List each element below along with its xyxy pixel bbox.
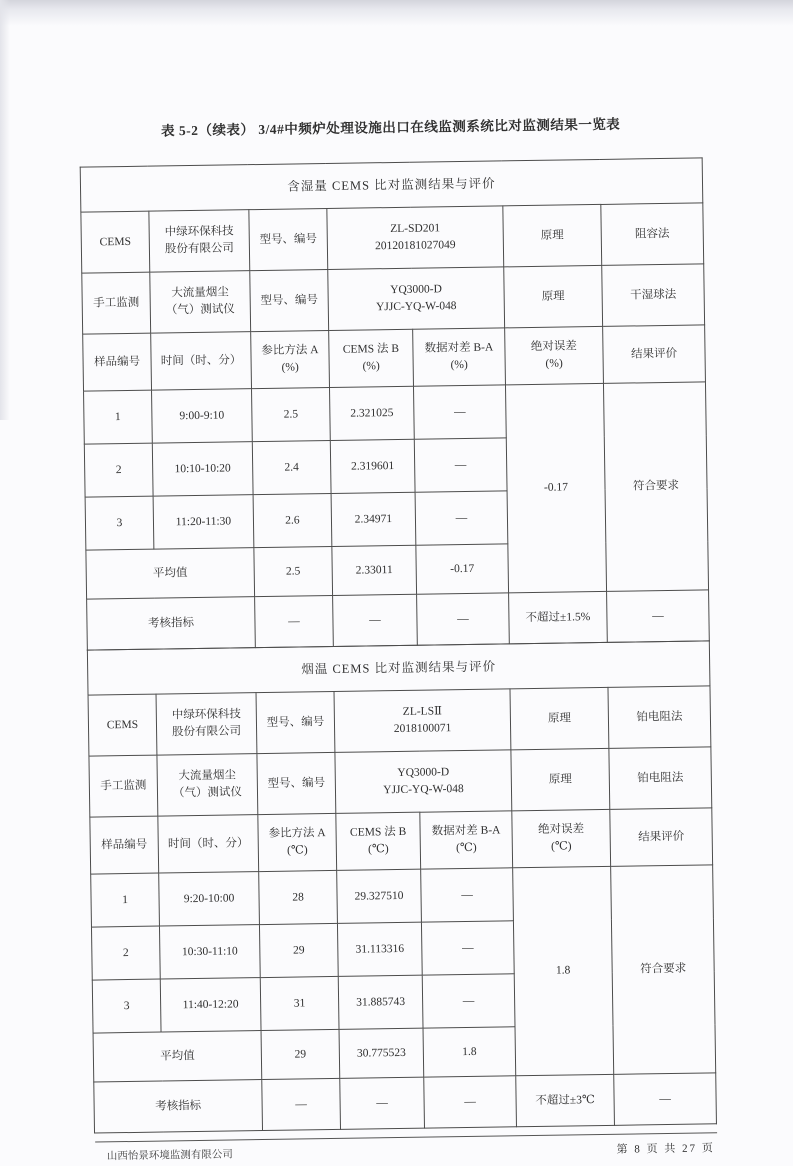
principle-label-cell: 原理 [504, 265, 603, 327]
cems-value-cell: 2.34971 [331, 492, 416, 546]
average-label-cell: 平均值 [86, 548, 255, 599]
ref-method-cell: 28 [259, 870, 338, 924]
org-cell: 大流量烟尘 （气）测试仪 [150, 271, 251, 333]
column-header: 绝对误差 (℃) [512, 809, 611, 867]
org-cell: 大流量烟尘 （气）测试仪 [157, 754, 258, 816]
column-header: 时间（时、分） [158, 815, 259, 873]
info-row-manual [89, 747, 712, 817]
model-value-cell: ZL-LSⅡ 2018100071 [334, 689, 511, 753]
dash-cell: — [333, 594, 418, 646]
model-value-cell: ZL-SD201 20120181027049 [327, 206, 504, 270]
average-diff-cell: -0.17 [416, 544, 509, 594]
table-row [91, 865, 714, 927]
org-cell: 中绿环保科技 股份有限公司 [149, 210, 250, 272]
cems-value-cell: 29.327510 [337, 869, 422, 923]
sample-id-cell: 3 [92, 979, 161, 1033]
average-diff-cell: 1.8 [423, 1027, 516, 1077]
temperature-cems-table [87, 640, 717, 1133]
principle-value-cell: 阻容法 [601, 203, 704, 266]
cems-value-cell: 2.321025 [329, 386, 414, 440]
time-cell: 10:30-11:10 [159, 925, 260, 979]
column-header: 数据对差 B-A (℃) [420, 811, 513, 869]
dash-cell: — [255, 595, 334, 647]
column-header: 时间（时、分） [151, 332, 252, 390]
column-header: 结果评价 [603, 325, 706, 384]
diff-cell: — [414, 438, 507, 492]
time-cell: 11:20-11:30 [153, 495, 254, 549]
ref-method-cell: 2.4 [252, 440, 331, 494]
info-row-cems [81, 203, 704, 273]
average-ref-cell: 29 [261, 1029, 340, 1079]
principle-value-cell: 铂电阻法 [608, 686, 711, 749]
role-cell: 手工监测 [89, 755, 158, 817]
column-header: 参比方法 A (℃) [258, 813, 337, 871]
column-header: 绝对误差 (%) [505, 326, 604, 384]
dash-cell: — [614, 1073, 717, 1126]
page-footer [95, 1132, 717, 1164]
sample-id-cell: 1 [91, 873, 160, 927]
ref-method-cell: 29 [259, 923, 338, 977]
dash-cell: — [417, 593, 510, 645]
cems-value-cell: 31.885743 [338, 975, 423, 1029]
model-label-cell: 型号、编号 [249, 208, 328, 270]
diff-cell: — [415, 491, 508, 545]
table-row [83, 382, 706, 444]
time-cell: 9:20-10:00 [159, 872, 260, 926]
column-header-row [83, 325, 706, 391]
principle-value-cell: 干湿球法 [602, 264, 705, 327]
column-header: 参比方法 A (%) [251, 330, 330, 388]
dash-cell: — [262, 1078, 341, 1130]
time-cell: 11:40-12:20 [160, 978, 261, 1032]
column-header: 结果评价 [610, 808, 713, 867]
sample-id-cell: 1 [83, 390, 152, 444]
principle-value-cell: 铂电阻法 [609, 747, 712, 810]
principle-label-cell: 原理 [511, 748, 610, 810]
evaluation-merged-cell: 符合要求 [611, 865, 716, 1074]
footer-company-name: 山西怡景环境监测有限公司 [106, 1149, 233, 1163]
sample-id-cell: 2 [91, 926, 160, 980]
diff-cell: — [422, 974, 515, 1028]
ref-method-cell: 2.6 [253, 493, 332, 547]
average-cems-cell: 2.33011 [332, 545, 417, 595]
ref-method-cell: 31 [260, 976, 339, 1030]
diff-cell: — [413, 385, 506, 439]
column-header-row [90, 808, 713, 874]
time-cell: 10:10-10:20 [152, 442, 253, 496]
role-cell: CEMS [81, 211, 150, 273]
diff-cell: — [421, 921, 514, 975]
column-header: CEMS 法 B (℃) [336, 812, 421, 870]
principle-label-cell: 原理 [510, 687, 609, 749]
time-cell: 9:00-9:10 [151, 389, 252, 443]
principle-label-cell: 原理 [503, 204, 602, 266]
model-label-cell: 型号、编号 [256, 691, 335, 753]
model-value-cell: YQ3000-D YJJC-YQ-W-048 [335, 750, 512, 814]
assessment-label-cell: 考核指标 [87, 597, 256, 650]
evaluation-merged-cell: 符合要求 [603, 382, 708, 591]
page-title: 表 5-2（续表） 3/4#中频炉处理设施出口在线监测系统比对监测结果一览表 [160, 116, 621, 139]
column-header: 样品编号 [90, 816, 159, 874]
cems-value-cell: 31.113316 [337, 922, 422, 976]
org-cell: 中绿环保科技 股份有限公司 [156, 693, 257, 755]
footer-page-number: 第 8 页 共 27 页 [616, 1142, 715, 1156]
cems-value-cell: 2.319601 [330, 439, 415, 493]
dash-cell: — [340, 1077, 425, 1129]
dash-cell: — [424, 1076, 517, 1128]
column-header: 样品编号 [83, 333, 152, 391]
column-header: CEMS 法 B (%) [329, 329, 414, 387]
dash-cell: — [607, 590, 710, 643]
average-cems-cell: 30.775523 [339, 1028, 424, 1078]
assessment-row [94, 1073, 717, 1133]
sample-id-cell: 3 [85, 496, 154, 550]
sample-id-cell: 2 [84, 443, 153, 497]
moisture-cems-table [80, 157, 710, 650]
average-label-cell: 平均值 [93, 1031, 262, 1082]
limit-cell: 不超过±3℃ [516, 1074, 615, 1126]
info-row-manual [82, 264, 705, 334]
assessment-label-cell: 考核指标 [94, 1080, 263, 1133]
section-title: 含湿量 CEMS 比对监测结果与评价 [80, 158, 703, 212]
model-label-cell: 型号、编号 [250, 269, 329, 331]
column-header: 数据对差 B-A (%) [413, 328, 506, 386]
section-title: 烟温 CEMS 比对监测结果与评价 [87, 641, 710, 695]
model-label-cell: 型号、编号 [257, 752, 336, 814]
abs-error-merged-cell: -0.17 [505, 383, 606, 592]
role-cell: 手工监测 [82, 272, 151, 334]
info-row-cems [88, 686, 711, 756]
diff-cell: — [421, 868, 514, 922]
abs-error-merged-cell: 1.8 [513, 866, 614, 1075]
average-ref-cell: 2.5 [254, 546, 333, 596]
limit-cell: 不超过±1.5% [509, 591, 608, 643]
ref-method-cell: 2.5 [251, 387, 330, 441]
role-cell: CEMS [88, 694, 157, 756]
model-value-cell: YQ3000-D YJJC-YQ-W-048 [328, 267, 505, 331]
